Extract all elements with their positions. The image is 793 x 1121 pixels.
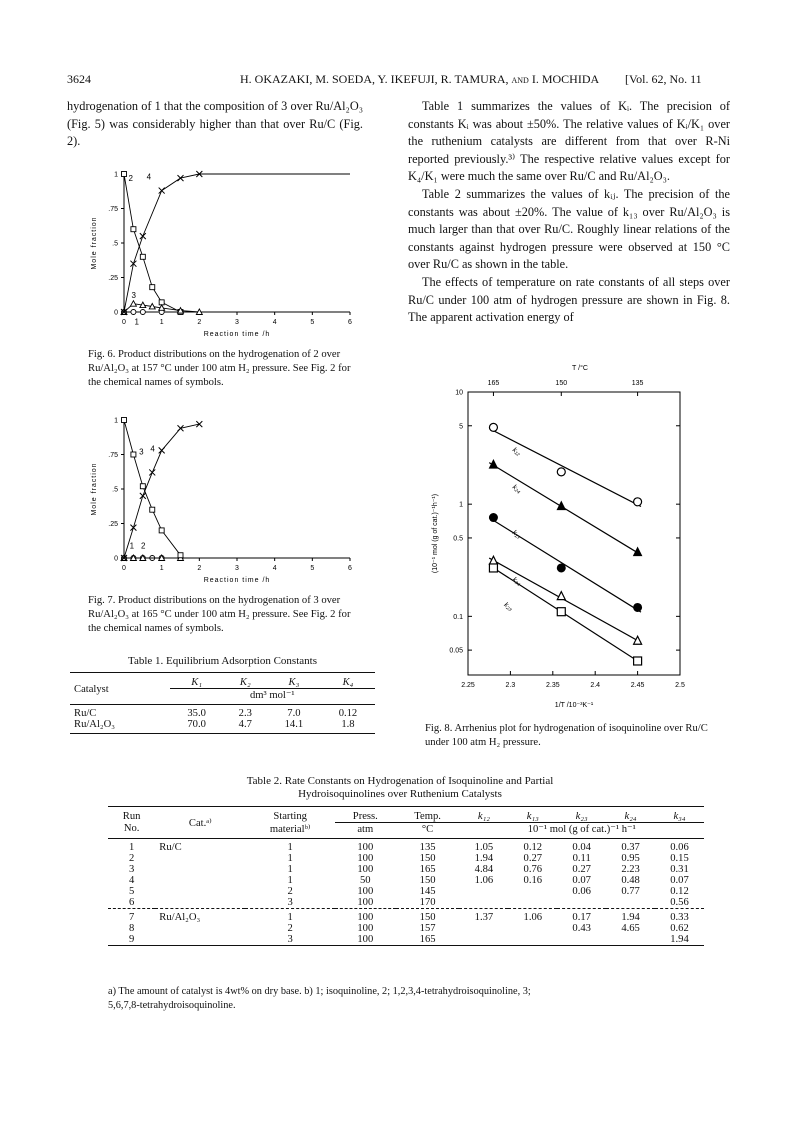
table-cell: 165 (419, 864, 436, 875)
x-tick-label: 5 (310, 319, 315, 326)
table-cell: 0.37 (621, 842, 640, 853)
series-2-point (489, 514, 497, 522)
x-tick-label: 2.45 (630, 682, 645, 689)
table-cell (155, 853, 245, 864)
series-4-point (557, 608, 565, 616)
table-row (108, 875, 704, 886)
table-cell: 2 (128, 853, 135, 864)
series-4-line (124, 424, 199, 558)
table-cell: 0.15 (670, 853, 689, 864)
x-tick-label: 2.5 (675, 682, 685, 689)
table-row (108, 909, 704, 924)
x-axis-label: 1/T /10⁻³K⁻¹ (554, 702, 594, 709)
paragraph-table1-summary: Table 1 summarizes the values of Kᵢ. The precision of constants Kᵢ was about ±50%. The relative values of Kᵢ/K₁ over the ruthenium catalysts are different from that over R-Ni reported previously.³⁾ The respective relative values except for K₄/K₁ were much the same over Ru/C and Ru/Al₂O₃. (408, 99, 730, 184)
y-tick-label: 0.5 (453, 535, 463, 543)
series-4-point (140, 493, 146, 499)
table-cell: 7 (128, 912, 135, 923)
series-1-point (140, 310, 145, 315)
table-cell: 100 (357, 842, 374, 853)
x-tick-label: 3 (235, 565, 239, 572)
curve-label: 4 (150, 444, 155, 454)
table-cell: 0.76 (523, 864, 543, 875)
table-cell: 0.17 (572, 912, 591, 923)
table-cell: 0.06 (572, 886, 591, 897)
table-cell: 0.33 (670, 912, 689, 923)
x-tick-label: 4 (272, 565, 277, 572)
y-axis-label: Mole fraction (91, 216, 98, 270)
table-cell (508, 934, 557, 946)
table-row (108, 853, 704, 864)
table-cell: 5 (128, 886, 135, 897)
table-cell: 3 (128, 864, 135, 875)
figure-6 (82, 164, 372, 342)
table-cell: 0.06 (670, 842, 689, 853)
series-4-point (130, 525, 136, 531)
series-3-point (130, 301, 136, 307)
series-4-point (149, 469, 155, 475)
table-cell: 1.94 (621, 912, 640, 923)
paragraph-temperature: The effects of temperature on rate constants of all steps over Ru/C under 100 atm of hydrogen pressure are shown in Fig. 8. The apparent activation energy of (408, 274, 730, 325)
table-cell (155, 886, 245, 897)
x-tick-label: 2.3 (505, 682, 516, 689)
series-label: k₂₄ (510, 483, 523, 495)
y-tick-label: .5 (112, 486, 118, 494)
table-cell: 2 (287, 923, 293, 934)
table-cell: 1.06 (523, 912, 543, 923)
y-axis-label: Mole fraction (91, 462, 98, 516)
y-tick-label: .25 (108, 521, 118, 528)
page-number: 3624 (67, 72, 91, 86)
table-cell: 150 (419, 912, 436, 923)
table-cell: 3 (287, 934, 293, 945)
top-axis-label: T /°C (572, 365, 588, 372)
x-tick-label: 1 (159, 319, 164, 326)
series-4-point (634, 657, 642, 665)
table-cell: 0.48 (621, 875, 640, 886)
table-cell: 0.11 (572, 853, 591, 864)
table1-title: Table 1. Equilibrium Adsorption Constants (128, 655, 317, 667)
table-cell: 1 (287, 864, 293, 875)
series-4-point (140, 233, 146, 239)
figure-6-caption: Fig. 6. Product distributions on the hydrogenation of 2 over Ru/Al₂O₃ at 157 °C under 100 atm H₂ pressure. See Fig. 2 for the chemical names of symbols. (88, 349, 351, 388)
table-cell: 135 (419, 842, 436, 853)
table2-title: Table 2. Rate Constants on Hydrogenation of Isoquinoline and Partial Hydroisoquinolines over Ruthenium Catalysts (246, 775, 554, 800)
table-cell (557, 934, 606, 946)
table-cell: 165 (419, 934, 436, 945)
x-tick-label: 6 (348, 319, 352, 326)
table-cell (606, 897, 655, 909)
series-2-point (122, 172, 127, 177)
table-cell (459, 897, 508, 909)
y-tick-label: 0.05 (449, 647, 463, 655)
table-cell (508, 923, 557, 934)
table-2: Run Cat.ᵃ⁾ Starting Press. Temp. k₁₂ k₁₃ k₂₃ k₂₄ k₃₄ No. materialᵇ⁾ atm °C 10⁻¹ mol (g of cat.)⁻¹ h⁻¹ 1 Ru/C 1 100 135 1.05 0.12 0.04 0.37 0.06 2 1 100 150 1.94 0.27 0.11 0.95 0.15 3 1 100 165 4.84 0.76 0.27 2.23 0.31 4 1 50 150 1.06 0.16 0.07 0.48 0.07 5 2 100 145 0.06 0.77 0.12 6 3 100 170 0.56 7 Ru/Al₂O₃ 1 100 150 1.37 1.06 0.17 1.94 0.33 8 2 100 157 0.43 4.65 0.62 9 3 100 165 1.94 (108, 806, 704, 946)
series-2-point (634, 603, 642, 611)
table-cell: 4 (128, 875, 135, 886)
y-tick-label: 0.1 (453, 613, 463, 621)
series-3-point (140, 484, 145, 489)
series-0-point (489, 423, 497, 431)
table-row (108, 934, 704, 946)
table-cell: Ru/Al₂O₃ (159, 912, 201, 923)
series-3-point (131, 452, 136, 457)
table-cell: 0.27 (572, 864, 591, 875)
table2-footnotes: a) The amount of catalyst is 4wt% on dry base. b) 1; isoquinoline, 2; 1,2,3,4-tetrahydroisoquinoline, 3; 5,6,7,8-tetrahydroisoquinoline. (108, 986, 531, 1011)
table-cell (155, 897, 245, 909)
x-tick-label: 1 (159, 565, 164, 572)
series-0-point (634, 498, 642, 506)
table1-k1-header: K₁ (191, 677, 202, 688)
table-cell: 2 (287, 886, 293, 897)
table-cell: 0.07 (572, 875, 591, 886)
x-axis-label: Reaction time /h (203, 577, 271, 584)
series-3-point (178, 553, 183, 558)
table-cell: 1 (287, 912, 293, 923)
table-1 (70, 672, 375, 734)
series-1-point (557, 502, 565, 510)
y-tick-label: 0 (114, 555, 118, 563)
table-cell: 100 (357, 934, 374, 945)
table-cell: 1 (287, 842, 293, 853)
x-tick-label: 0 (122, 565, 126, 572)
y-tick-label: 10 (455, 389, 463, 397)
series-label: k₁₃ (510, 529, 522, 541)
curve-label: 1 (134, 317, 139, 327)
table-cell: 1.37 (474, 912, 494, 923)
x-tick-label: 6 (348, 565, 352, 572)
y-tick-label: 1 (459, 501, 463, 509)
table-cell: 0.43 (572, 923, 591, 934)
y-tick-label: .75 (108, 452, 118, 459)
table-cell (155, 934, 245, 946)
top-tick-label: 150 (555, 380, 568, 387)
table1-k3-header: K₃ (288, 677, 300, 688)
table-cell: 1 (287, 875, 293, 886)
table-cell: 100 (357, 897, 374, 908)
table-cell: 0.04 (572, 842, 591, 853)
series-2-point (131, 227, 136, 232)
series-3-fit-line (489, 558, 641, 642)
table-cell: 1.94 (670, 934, 689, 945)
table-cell: 170 (419, 897, 436, 908)
table-cell: 4.65 (621, 923, 640, 934)
table-cell: 150 (419, 853, 436, 864)
top-tick-label: 135 (631, 380, 644, 387)
y-axis-label: (10⁻¹ mol (g of cat.)⁻¹h⁻¹) (432, 493, 439, 574)
x-tick-label: 2 (197, 319, 202, 326)
series-0-point (557, 468, 565, 476)
figure-7-caption: Fig. 7. Product distributions on the hydrogenation of 3 over Ru/Al₂O₃ at 165 °C under 100 atm H₂ pressure. See Fig. 2 for the chemical names of symbols. (88, 595, 351, 634)
series-3-point (159, 528, 164, 533)
table-cell (459, 923, 508, 934)
table-cell: 3 (287, 897, 293, 908)
y-tick-label: .5 (112, 240, 118, 248)
paragraph-table2-summary: Table 2 summarizes the values of kᵢⱼ. The precision of the constants was about ±20%. The value of k₁₃ over Ru/Al₂O₃ is much larger than that over Ru/C. Roughly linear relations of the constants against hydrogen pressure were observed at 150 °C over Ru/C as shown in the table. (408, 186, 730, 272)
table-cell: 2.23 (621, 864, 640, 875)
x-tick-label: 0 (122, 319, 126, 326)
series-label: k₂₃ (502, 601, 514, 613)
series-3-point (122, 418, 127, 423)
x-tick-label: 2.4 (590, 682, 601, 689)
table-cell (155, 923, 245, 934)
table-cell: 100 (357, 923, 374, 934)
table-cell: 0.16 (523, 875, 543, 886)
table-cell: 0.12 (670, 886, 689, 897)
table-cell: 100 (357, 864, 374, 875)
table-row (108, 897, 704, 909)
curve-label: 2 (140, 541, 146, 551)
table-row (108, 839, 704, 854)
volume-info: [Vol. 62, No. 11 (625, 72, 702, 86)
table-cell: 0.56 (670, 897, 689, 908)
table-cell: 1 (128, 842, 135, 853)
table-cell: 8 (128, 923, 135, 934)
table-cell: 50 (360, 875, 371, 886)
table-row (108, 886, 704, 897)
running-authors: H. OKAZAKI, M. SOEDA, Y. IKEFUJI, R. TAMURA, and I. MOCHIDA (240, 72, 600, 86)
series-4-point (159, 447, 165, 453)
table-cell: 1 (287, 853, 293, 864)
table-cell: 0.77 (621, 886, 640, 897)
series-label: k₁₂ (510, 446, 522, 458)
y-tick-label: 1 (114, 171, 118, 179)
table-cell: 4.84 (474, 864, 494, 875)
table1-k4-header: K₄ (342, 677, 354, 688)
table-cell: 0.31 (670, 864, 689, 875)
series-4-line (124, 174, 350, 312)
series-3-point (489, 556, 497, 564)
x-tick-label: 2.25 (461, 682, 475, 689)
table-cell: 0.27 (523, 853, 543, 864)
table-cell: Ru/C (159, 842, 182, 853)
table-cell: 1.94 (474, 853, 494, 864)
table-cell: 150 (419, 875, 436, 886)
curve-label: 1 (129, 541, 135, 551)
table-cell: 0.95 (621, 853, 640, 864)
curve-label: 3 (131, 291, 136, 301)
series-2-point (150, 285, 155, 290)
x-tick-label: 2.35 (545, 682, 560, 689)
y-tick-label: 5 (459, 423, 463, 431)
table-cell: 1.05 (474, 842, 494, 853)
table-cell (459, 934, 508, 946)
table-cell (155, 875, 245, 886)
curve-label: 2 (128, 173, 133, 183)
y-tick-label: .25 (108, 275, 118, 282)
table1-catalyst-header: Catalyst (74, 684, 109, 695)
table-cell (606, 934, 655, 946)
series-3-point (150, 507, 155, 512)
series-0-fit-line (489, 429, 641, 507)
x-tick-label: 2 (197, 565, 202, 572)
table-cell: 0.12 (523, 842, 543, 853)
table-cell: 100 (357, 886, 374, 897)
x-axis-label: Reaction time /h (203, 331, 271, 338)
table-cell: 1.06 (474, 875, 494, 886)
series-3-point (634, 636, 642, 644)
series-2-point (140, 254, 145, 259)
x-tick-label: 4 (272, 319, 277, 326)
table-cell (155, 864, 245, 875)
figure-7 (82, 410, 372, 588)
table-row (108, 864, 704, 875)
series-1-point (131, 310, 136, 315)
top-tick-label: 165 (487, 380, 500, 387)
table-cell (557, 897, 606, 909)
series-label: k₃₄ (510, 576, 523, 588)
series-3-point (557, 592, 565, 600)
curve-label: 4 (146, 172, 152, 182)
table1-k2-header: K₂ (239, 677, 251, 688)
right-column-text (408, 98, 730, 327)
series-4-point (178, 175, 184, 181)
table-cell: 145 (419, 886, 436, 897)
table-cell: 100 (357, 912, 374, 923)
x-tick-label: 3 (235, 319, 239, 326)
table-row (108, 923, 704, 934)
table-cell (508, 897, 557, 909)
table-cell: 0.62 (670, 923, 689, 934)
table-row: Ru/C 35.0 2.3 7.0 0.12 (70, 705, 375, 720)
y-tick-label: 0 (114, 309, 118, 317)
y-tick-label: .75 (108, 206, 118, 213)
figure-8 (420, 360, 720, 720)
series-4-point (159, 188, 165, 194)
table-row: Ru/Al₂O₃ 70.0 4.7 14.1 1.8 (70, 719, 375, 734)
series-3-line (124, 420, 181, 555)
curve-label: 3 (139, 447, 144, 457)
x-tick-label: 5 (310, 565, 315, 572)
series-4-point (489, 564, 497, 572)
left-paragraph: hydrogenation of 1 that the composition of 3 over Ru/Al₂O₃ (Fig. 5) was considerably higher than that over Ru/C (Fig. 2). (67, 99, 363, 149)
table-cell: 0.07 (670, 875, 689, 886)
table-cell: 100 (357, 853, 374, 864)
table-cell: 6 (128, 897, 135, 908)
table-cell: 157 (419, 923, 436, 934)
table-cell (459, 886, 508, 897)
table-cell (508, 886, 557, 897)
table-cell: 9 (128, 934, 135, 945)
figure-8-caption: Fig. 8. Arrhenius plot for hydrogenation of isoquinoline over Ru/C under 100 atm H₂ pressure. (425, 723, 708, 748)
series-2-point (557, 564, 565, 572)
table1-units: dm³ mol⁻¹ (170, 689, 375, 705)
y-tick-label: 1 (114, 417, 118, 425)
